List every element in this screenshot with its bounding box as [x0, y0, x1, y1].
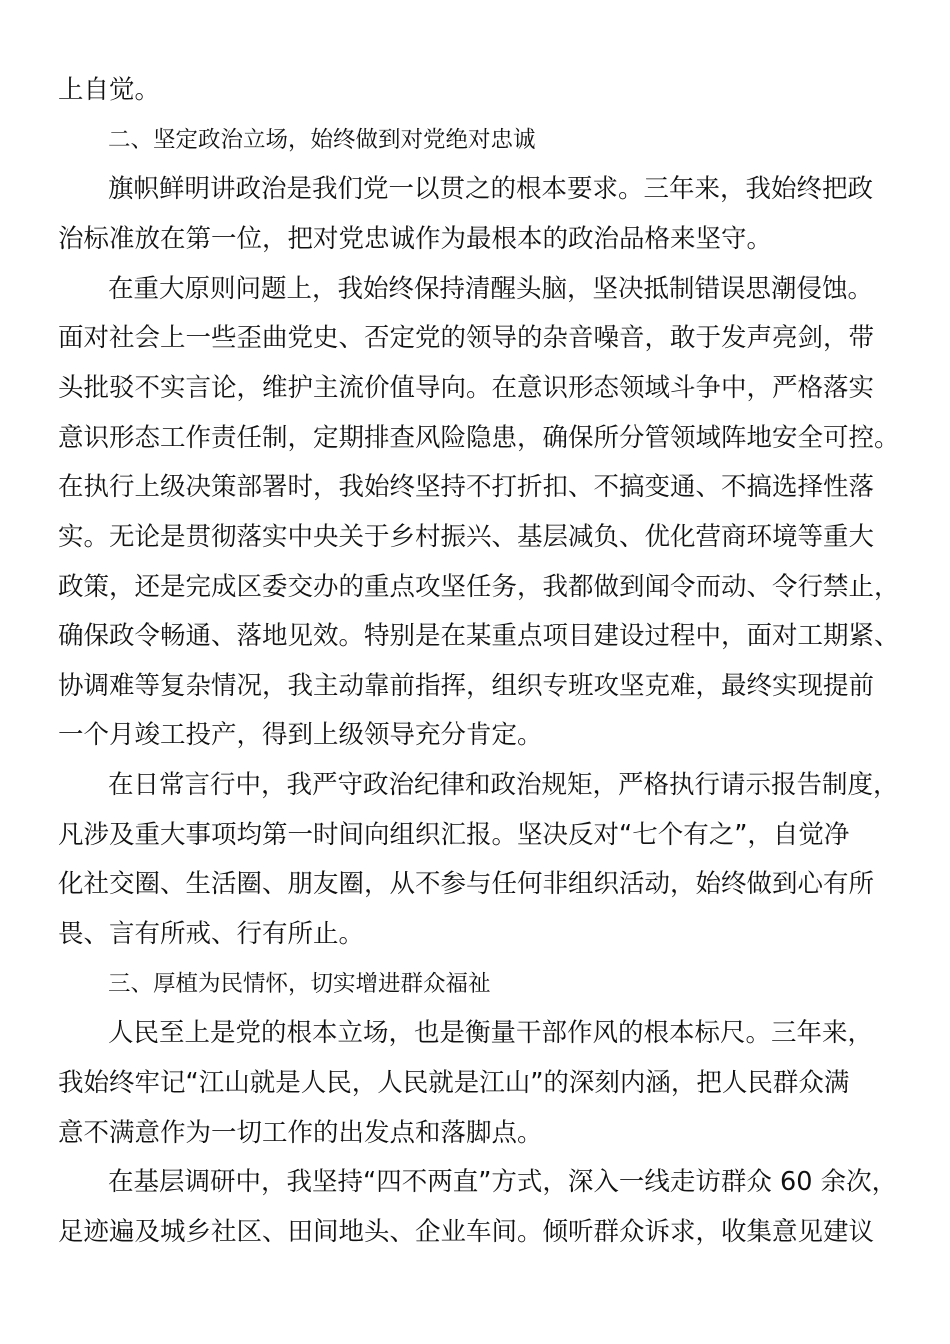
text-line: 面对社会上一些歪曲党史、否定党的领导的杂音噪音，敢于发声亮剑，带 [58, 323, 875, 354]
section-heading: 二、坚定政治立场，始终做到对党绝对忠诚 [108, 126, 536, 153]
text-line: 治标准放在第一位，把对党忠诚作为最根本的政治品格来坚守。 [58, 223, 773, 254]
text-line: 政策，还是完成区委交办的重点攻坚任务，我都做到闻令而动、令行禁止， [58, 571, 900, 602]
text-line: 足迹遍及城乡社区、田间地头、企业车间。倾听群众诉求，收集意见建议 [58, 1216, 875, 1247]
text-line: 化社交圈、生活圈、朋友圈，从不参与任何非组织活动，始终做到心有所 [58, 869, 875, 900]
text-line: 人民至上是党的根本立场，也是衡量干部作风的根本标尺。三年来， [108, 1018, 874, 1049]
text-line: 意不满意作为一切工作的出发点和落脚点。 [58, 1117, 543, 1148]
text-line: 凡涉及重大事项均第一时间向组织汇报。坚决反对“七个有之”，自觉净 [58, 819, 850, 850]
text-line: 实。无论是贯彻落实中央关于乡村振兴、基层减负、优化营商环境等重大 [58, 521, 875, 552]
text-line: 畏、言有所戒、行有所止。 [58, 919, 365, 950]
text-line: 一个月竣工投产，得到上级领导充分肯定。 [58, 720, 543, 751]
text-line: 在重大原则问题上，我始终保持清醒头脑，坚决抵制错误思潮侵蚀。 [108, 273, 874, 304]
text-line: 旗帜鲜明讲政治是我们党一以贯之的根本要求。三年来，我始终把政 [108, 174, 874, 205]
text-line: 在基层调研中，我坚持“四不两直”方式，深入一线走访群众 60 余次， [108, 1167, 898, 1198]
text-line: 意识形态工作责任制，定期排查风险隐患，确保所分管领域阵地安全可控。 [58, 422, 900, 453]
text-line: 上自觉。 [58, 75, 161, 105]
text-line: 在日常言行中，我严守政治纪律和政治规矩，严格执行请示报告制度， [108, 770, 899, 801]
text-line: 在执行上级决策部署时，我始终坚持不打折扣、不搞变通、不搞选择性落 [58, 472, 875, 503]
text-line: 确保政令畅通、落地见效。特别是在某重点项目建设过程中，面对工期紧、 [58, 621, 900, 652]
text-line: 头批驳不实言论，维护主流价值导向。在意识形态领域斗争中，严格落实 [58, 372, 875, 403]
text-line: 协调难等复杂情况，我主动靠前指挥，组织专班攻坚克难，最终实现提前 [58, 670, 875, 701]
section-heading: 三、厚植为民情怀，切实增进群众福祉 [108, 970, 491, 997]
text-line: 我始终牢记“江山就是人民，人民就是江山”的深刻内涵，把人民群众满 [58, 1068, 850, 1098]
